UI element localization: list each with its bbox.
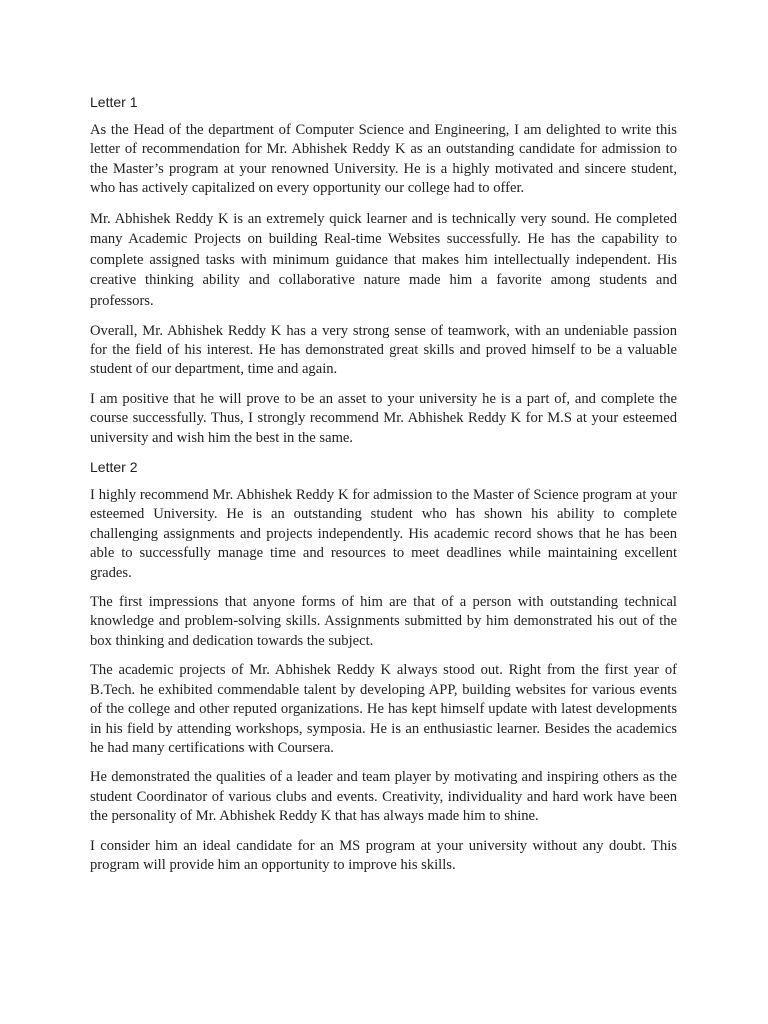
letter-paragraph: He demonstrated the qualities of a leader and team player by motivating and inspiring others as the student Coordinator of various clubs and events. Creativity, individuality and hard work have been the personality of Mr. Abhishek Reddy K that has always made him to shine. — [90, 769, 677, 825]
letter-paragraph: I am positive that he will prove to be an asset to your university he is a part of, and complete the course successfully. Thus, I strongly recommend Mr. Abhishek Reddy K for M.S at your esteemed university and wish him the best in the same. — [90, 390, 677, 446]
letter-paragraph: The first impressions that anyone forms of him are that of a person with outstanding technical knowledge and problem-solving skills. Assignments submitted by him demonstrated his out of the box thinking and dedication towards the subject. — [90, 594, 677, 649]
letter-paragraph: As the Head of the department of Computer Science and Engineering, I am delighted to write this letter of recommendation for Mr. Abhishek Reddy K as an outstanding candidate for admission to the Master’s program at your renowned University. He is a highly motivated and sincere student, who has actively capitalized on every opportunity our college had to offer. — [90, 122, 677, 197]
letter-heading: Letter 2 — [90, 459, 138, 476]
letter-paragraph: I consider him an ideal candidate for an MS program at your university without any doubt. This program will provide him an opportunity to improve his skills. — [90, 837, 677, 873]
document-content — [90, 93, 677, 885]
letter-2 — [90, 458, 677, 875]
letter-1 — [90, 93, 677, 448]
letter-paragraph: The academic projects of Mr. Abhishek Reddy K always stood out. Right from the first year of B.Tech. he exhibited commendable talent by developing APP, building websites for various events of the college and other reputed organizations. He has kept himself update with latest developments in his field by attending workshops, symposia. He is an enthusiastic learner. Besides the academics he had many certifications with Coursera. — [90, 662, 677, 756]
letter-heading: Letter 1 — [90, 94, 138, 110]
letter-paragraph: Mr. Abhishek Reddy K is an extremely quick learner and is technically very sound. He completed many Academic Projects on building Real-time Websites successfully. He has the capability to complete assigned tasks with minimum guidance that makes him intellectually independent. His creative thinking ability and collaborative nature made him a favorite among students and professors. — [90, 210, 677, 309]
letter-paragraph: Overall, Mr. Abhishek Reddy K has a very strong sense of teamwork, with an undeniable passion for the field of his interest. He has demonstrated great skills and proved himself to be a valuable student of our department, time and again. — [90, 322, 677, 378]
letter-paragraph: I highly recommend Mr. Abhishek Reddy K for admission to the Master of Science program at your esteemed University. He is an outstanding student who has shown his ability to complete challenging assignments and projects independently. His academic record shows that he has been able to successfully manage time and resources to meet deadlines while maintaining excellent grades. — [90, 487, 677, 581]
